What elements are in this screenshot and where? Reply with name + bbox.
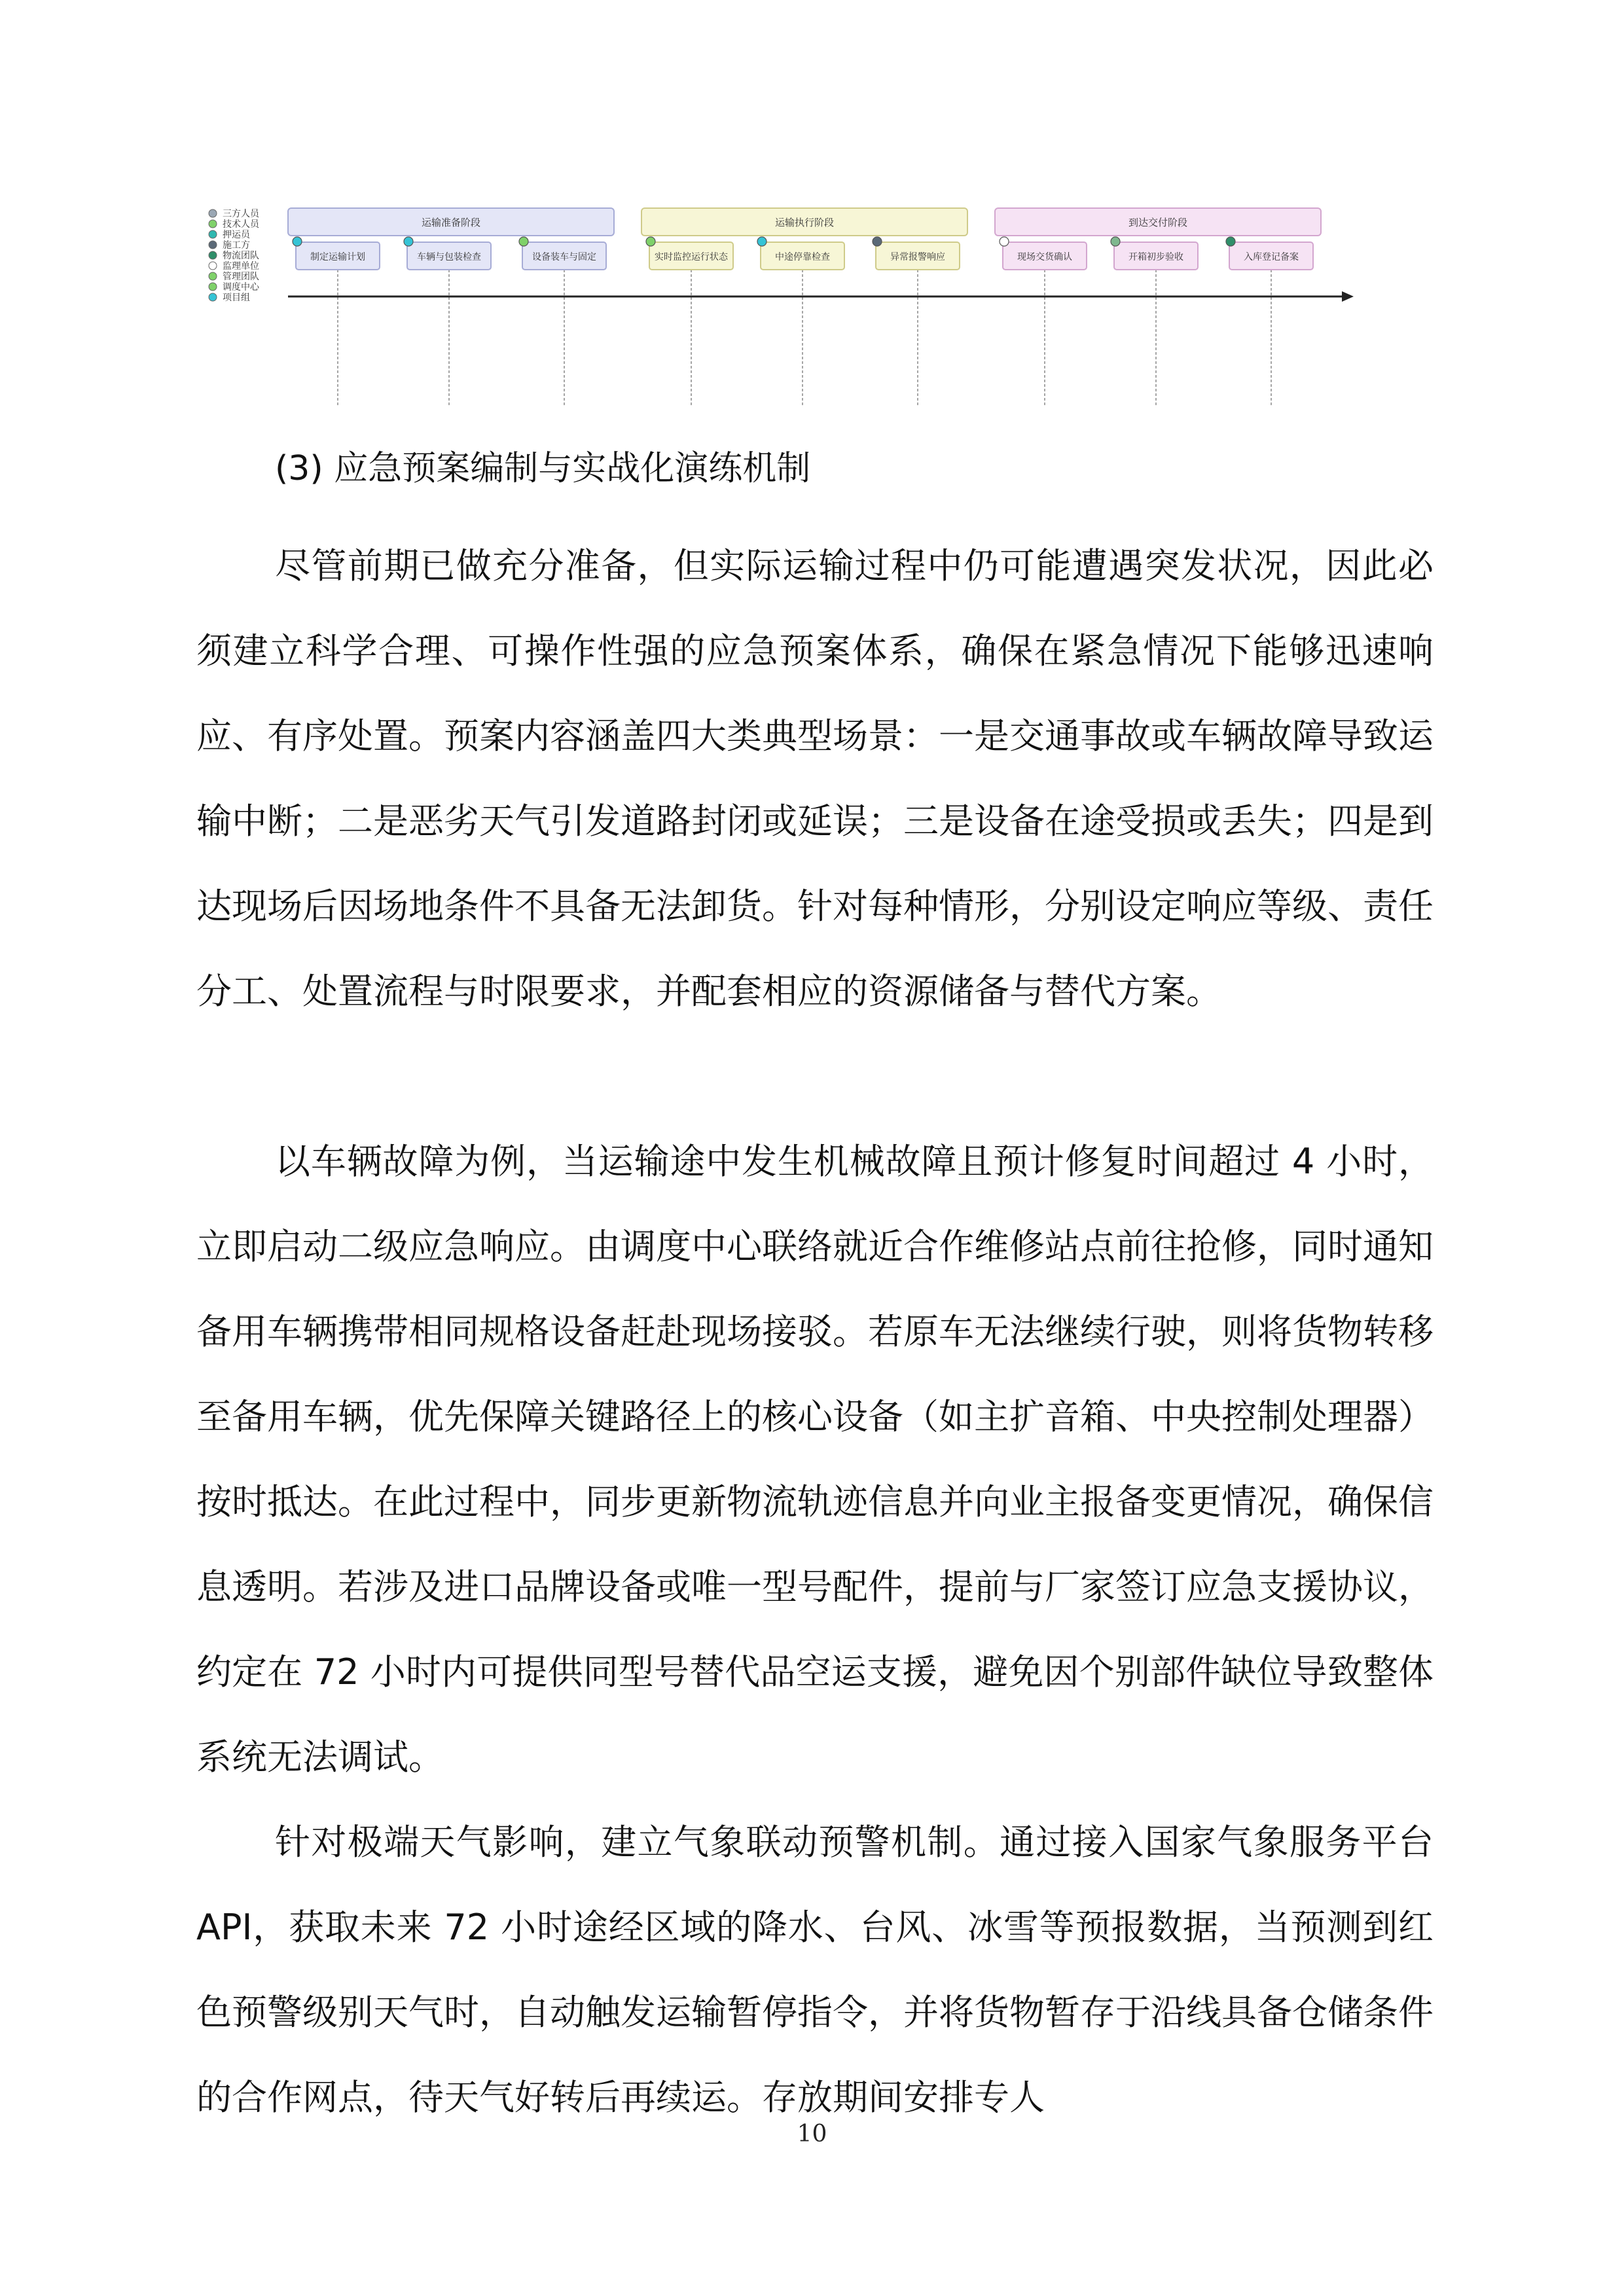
legend-label: 监理单位: [223, 261, 259, 272]
legend-label: 项目组: [223, 293, 250, 303]
legend-dot: [209, 230, 217, 238]
task-label: 异常报警响应: [890, 252, 945, 262]
paragraph-2: 以车辆故障为例，当运输途中发生机械故障且预计修复时间超过 4 小时，立即启动二级应急响应。由调度中心联络就近合作维修站点前往抢修，同时通知备用车辆携带相同规格设备赶赴现场接驳。若原车无法继续行驶，则将货物转移至备用车辆，优先保障关键路径上的核心设备（如主扩音箱、中央控制处理器）按时抵达。在此过程中，同步更新物流轨迹信息并向业主报备变更情况，确保信息透明。若涉及进口品牌设备或唯一型号配件，提前与厂家签订应急支援协议，约定在 72 小时内可提供同型号替代品空运支援，避免因个别部件缺位导致整体系统无法调试。: [196, 1141, 1434, 1778]
task-label: 入库登记备案: [1244, 252, 1299, 262]
legend-dot: [209, 272, 217, 280]
phase-title: 运输执行阶段: [774, 217, 835, 228]
task-status-dot: [1111, 237, 1120, 246]
task-status-dot: [873, 237, 882, 246]
legend-dot: [209, 241, 217, 249]
page-number: 10: [797, 2121, 827, 2147]
legend-label: 三方人员: [223, 209, 259, 219]
task-label: 实时监控运行状态: [655, 252, 728, 262]
section-heading: (3) 应急预案编制与实战化演练机制: [275, 449, 811, 488]
legend-dot: [209, 283, 217, 291]
task-status-dot: [519, 237, 528, 246]
legend-label: 技术人员: [223, 219, 259, 230]
phase-title: 运输准备阶段: [421, 217, 481, 228]
task-label: 中途停靠检查: [775, 252, 830, 262]
task-label: 设备装车与固定: [532, 252, 596, 262]
phase-groups: [288, 208, 1321, 406]
legend-dot: [209, 262, 217, 270]
task-label: 开箱初步验收: [1128, 252, 1183, 262]
phase-title: 到达交付阶段: [1128, 217, 1188, 228]
task-status-dot: [1000, 237, 1009, 246]
task-label: 现场交货确认: [1017, 252, 1072, 262]
legend-dot: [209, 293, 217, 301]
timeline-arrow-icon: [1342, 291, 1354, 302]
legend-label: 押运员: [223, 230, 250, 240]
legend-dot: [209, 251, 217, 259]
task-status-dot: [293, 237, 302, 246]
legend-dot: [209, 220, 217, 228]
paragraph-1: 尽管前期已做充分准备，但实际运输过程中仍可能遭遇突发状况，因此必须建立科学合理、可操作性强的应急预案体系，确保在紧急情况下能够迅速响应、有序处置。预案内容涵盖四大类典型场景：一是交通事故或车辆故障导致运输中断；二是恶劣天气引发道路封闭或延误；三是设备在途受损或丢失；四是到达现场后因场地条件不具备无法卸货。针对每种情形，分别设定响应等级、责任分工、处置流程与时限要求，并配套相应的资源储备与替代方案。: [196, 545, 1434, 1012]
task-status-dot: [646, 237, 655, 246]
task-label: 制定运输计划: [310, 252, 365, 262]
paragraph-3: 针对极端天气影响，建立气象联动预警机制。通过接入国家气象服务平台 API，获取未来 72 小时途经区域的降水、台风、冰雪等预报数据，当预测到红色预警级别天气时，自动触发运输暂停指令，并将货物暂存于沿线具备仓储条件的合作网点，待天气好转后再续运。存放期间安排专人: [196, 1821, 1434, 2118]
task-status-dot: [404, 237, 413, 246]
legend-label: 施工方: [223, 240, 250, 251]
legend-label: 管理团队: [223, 272, 259, 282]
legend-label: 物流团队: [223, 251, 259, 261]
legend-dot: [209, 209, 217, 217]
task-label: 车辆与包装检查: [417, 252, 481, 262]
task-status-dot: [1226, 237, 1235, 246]
task-status-dot: [757, 237, 767, 246]
legend-label: 调度中心: [223, 282, 259, 293]
legend: [209, 209, 260, 303]
transport-timeline-diagram: [0, 0, 1624, 419]
